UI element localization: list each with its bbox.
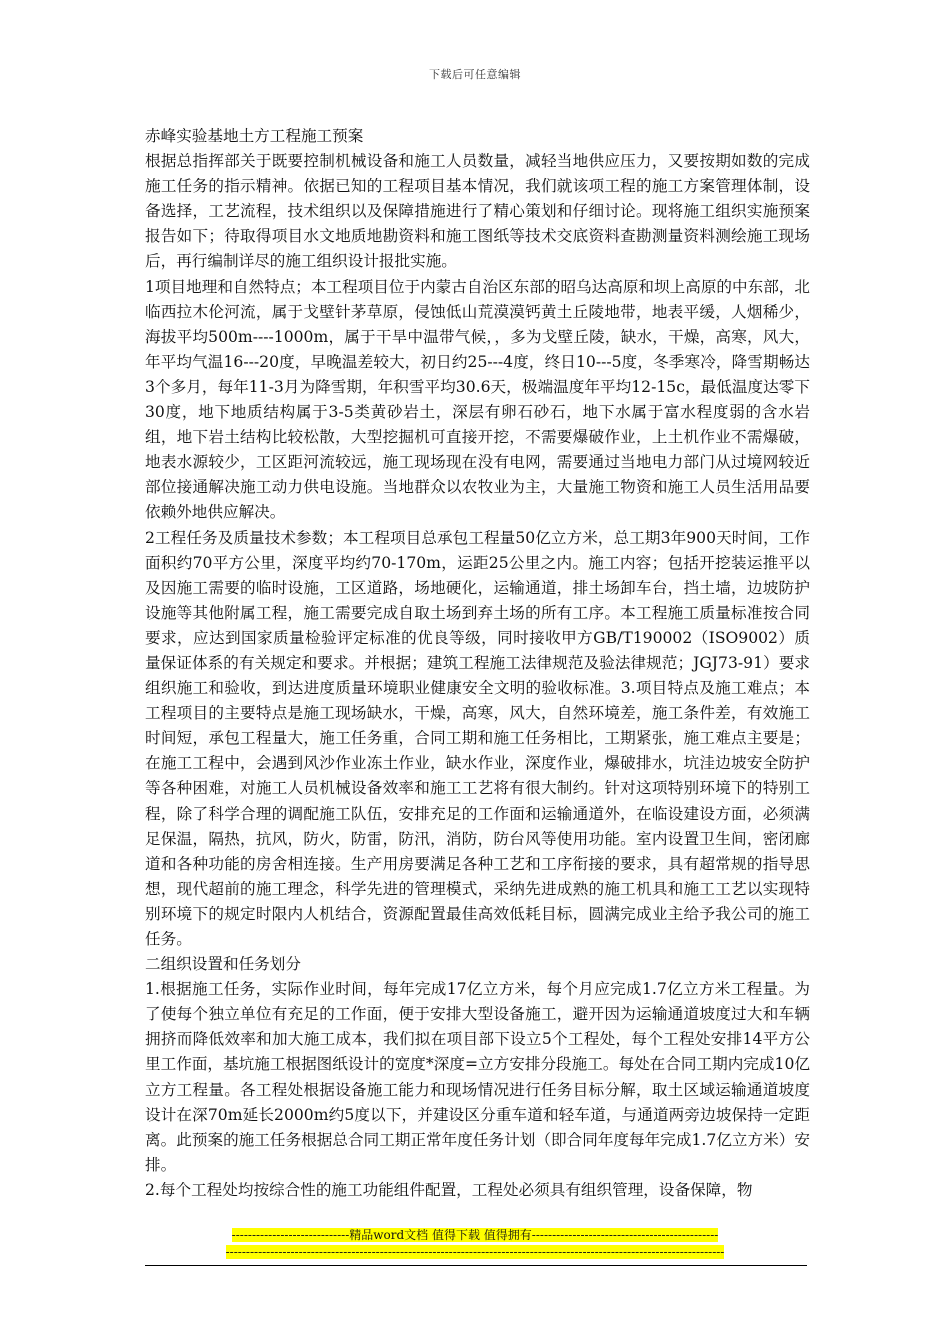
paragraph-intro: 根据总指挥部关于既要控制机械设备和施工人员数量，减轻当地供应压力，又要按期如数的完成施工任务的指示精神。依据已知的工程项目基本情况，我们就该项工程的施工方案管理体制，设备选择，工艺流程，技术组织以及保障措施进行了精心策划和仔细讨论。现将施工组织实施预案报告如下；待取得项目水文地质地勘资料和施工图纸等技术交底资料查勘测量资料测绘施工现场后，再行编制详尽的施工组织设计报批实施。 bbox=[145, 152, 810, 271]
paragraph-geography: 1项目地理和自然特点；本工程项目位于内蒙古自治区东部的昭乌达高原和坝上高原的中东部，北临西拉木伦河流，属于戈壁针茅草原，侵蚀低山荒漠漠钙黄土丘陵地带，地表平缓，人烟稀少，海拔平均500m----1000m，属于干旱中温带气候，，多为戈壁丘陵，缺水，干燥，高寒，风大，年平均气温16---20度，早晚温差较大，初日约25---4度，终日10---5度，冬季寒冷，降雪期畅达3个多月，每年11-3月为降雪期，年积雪平均30.6天，极端温度年平均12-15c，最低温度达零下30度，地下地质结构属于3-5类黄砂岩土，深层有卵石砂石，地下水属于富水程度弱的含水岩组，地下岩土结构比较松散，大型挖掘机可直接开挖，不需要爆破作业，上土机作业不需爆破，地表水源较少，工区距河流较远，施工现场现在没有电网，需要通过当地电力部门从过境网较近部位接通解决施工动力供电设施。当地群众以农牧业为主，大量施工物资和施工人员生活用品要依赖外地供应解决。 bbox=[145, 277, 810, 522]
paragraph-task-division: 1.根据施工任务，实际作业时间，每年完成17亿立方米，每个月应完成1.7亿立方米工程量。为了使每个独立单位有充足的工作面，便于安排大型设备施工，避开因为运输通道坡度过大和车辆拥挤而降低效率和加大施工成本，我们拟在项目部下设立5个工程处，每个工程处安排14平方公里工作面，基坑施工根据图纸设计的宽度*深度=立方安排分段施工。每处在合同工期内完成10亿立方工程量。各工程处根据设备施工能力和现场情况进行任务目标分解，取土区域运输通道坡度设计在深70m延长2000m约5度以下，并建设区分重车道和轻车道，与通道两旁边坡保持一定距离。此预案的施工任务根据总合同工期正常年度任务计划（即合同年度每年完成1.7亿立方米）安排。 bbox=[145, 980, 810, 1174]
footer-banner-line-2 bbox=[0, 1244, 950, 1261]
footer-banner-dashes: --------------------------------------------------------------------------------------------------------------------------- bbox=[225, 1245, 725, 1259]
section-heading-organization: 二组织设置和任务划分 bbox=[145, 955, 301, 974]
footer-banner-text: -----------------------------精品word文档 值得下载 值得拥有---------------------------------------------- bbox=[231, 1228, 719, 1242]
footer-banner-line-1 bbox=[0, 1227, 950, 1244]
document-body bbox=[145, 124, 810, 1203]
paragraph-task-quality: 2工程任务及质量技术参数；本工程项目总承包工程量50亿立方米，总工期3年900天时间，工作面积约70平方公里，深度平均约70-170m，运距25公里之内。施工内容；包括开挖装运推平以及因施工需要的临时设施，工区道路，场地硬化，运输通道，排土场卸车台，挡土墙，边坡防护设施等其他附属工程，施工需要完成自取土场到弃土场的所有工序。本工程施工质量标准按合同要求，应达到国家质量检验评定标准的优良等级，同时接收甲方GB/T190002（ISO9002）质量保证体系的有关规定和要求。并根据；建筑工程施工法律规范及验法律规范；JGJ73-91）要求组织施工和验收，到达进度质量环境职业健康安全文明的验收标准。3.项目特点及施工难点；本工程项目的主要特点是施工现场缺水，干燥，高寒，风大，自然环境差，施工条件差，有效施工时间短，承包工程量大，施工任务重，合同工期和施工任务相比，工期紧张，施工难点主要是；在施工工程中，会遇到风沙作业冻土作业，缺水作业，深度作业，爆破排水，坑洼边坡安全防护等各种困难，对施工人员机械设备效率和施工工艺将有很大制约。针对这项特别环境下的特别工程，除了科学合理的调配施工队伍，安排充足的工作面和运输通道外，在临设建设方面，必须满足保温，隔热，抗风，防火，防雷，防汛，消防，防台风等使用功能。室内设置卫生间，密闭廊道和各种功能的房舍相连接。生产用房要满足各种工艺和工序衔接的要求，具有超常规的指导思想，现代超前的施工理念，科学先进的管理模式，采纳先进成熟的施工机具和施工工艺以实现特别环境下的规定时限内人机结合，资源配置最佳高效低耗目标，圆满完成业主给予我公司的施工任务。 bbox=[145, 528, 810, 948]
paragraph-configuration: 2.每个工程处均按综合性的施工功能组件配置，工程处必须具有组织管理，设备保障，物 bbox=[145, 1180, 753, 1199]
document-title: 赤峰实验基地土方工程施工预案 bbox=[145, 127, 364, 145]
page-header: 下载后可任意编辑 bbox=[429, 68, 521, 81]
footer-rule bbox=[145, 1265, 807, 1266]
